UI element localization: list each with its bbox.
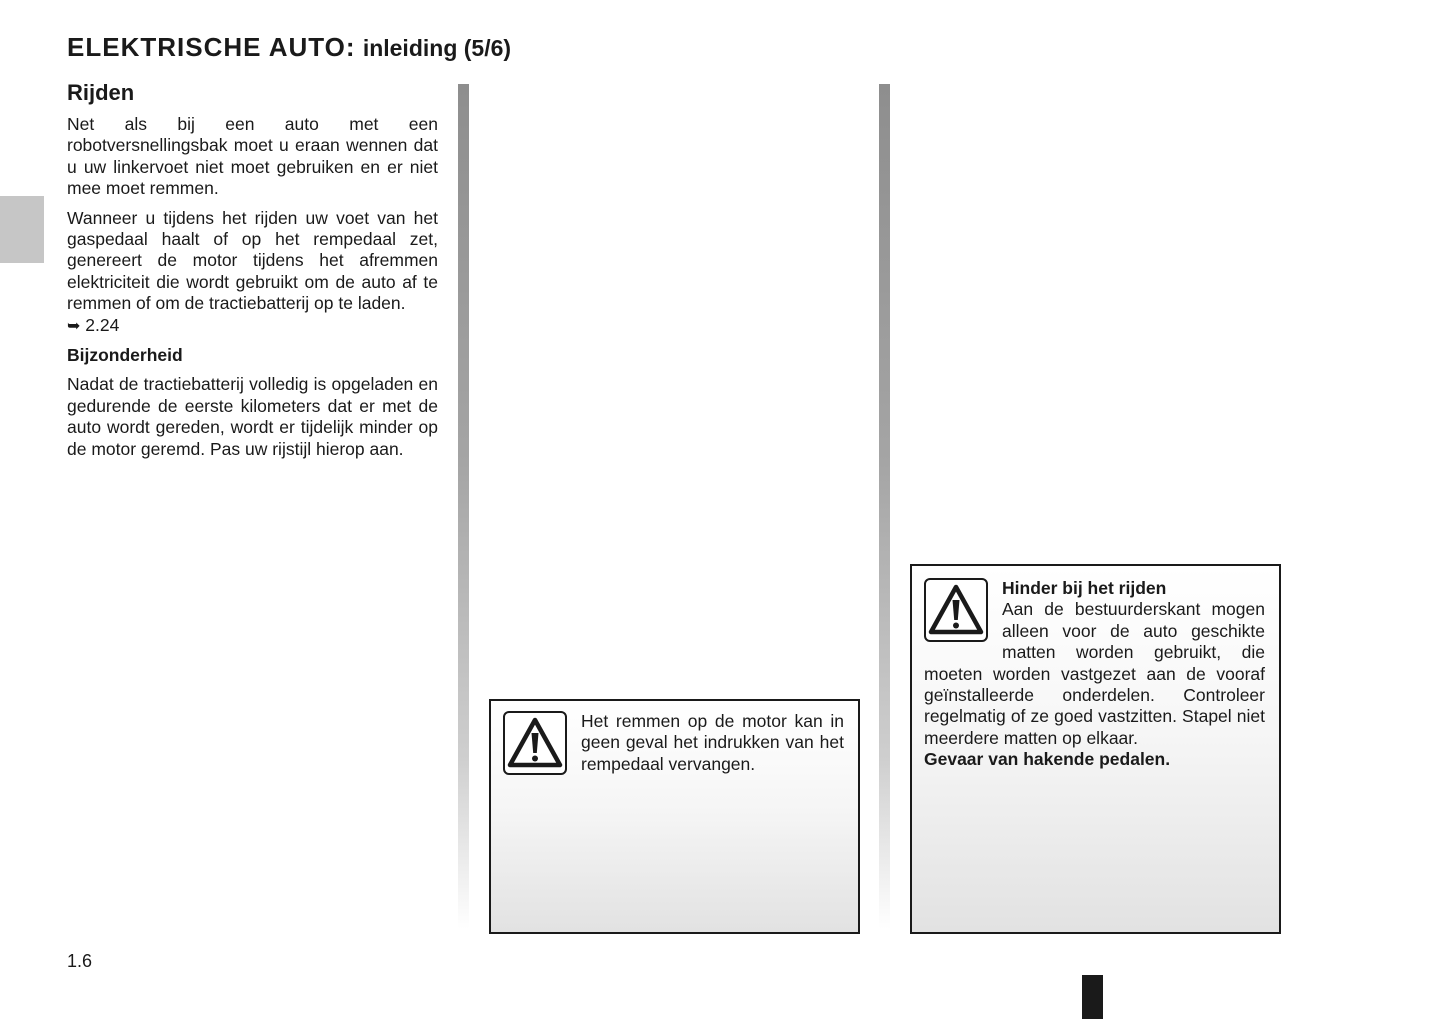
warning-title: Hinder bij het rijden (1002, 578, 1167, 598)
column-divider-right (879, 84, 890, 929)
warning-text: Het remmen op de motor kan in geen geval het indrukken van het rempedaal vervangen. (581, 711, 844, 774)
subheading-particularity: Bijzonderheid (67, 345, 183, 366)
warning-triangle-icon (503, 711, 567, 775)
section-heading: Rijden (67, 80, 135, 105)
chapter-side-tab (0, 196, 44, 263)
page-number: 1.6 (67, 951, 93, 971)
warning-box-engine-braking (489, 699, 860, 934)
paragraph-regeneration-text: Wanneer u tijdens het rijden uw voet van het gaspedaal haalt of op het rempedaal zet, genereert de motor tijdens het afremmen elektriciteit die wordt gebruikt om de auto af te remmen of om de tractiebatterij op te laden. (67, 207, 438, 314)
page-title-main: ELEKTRISCHE AUTO: (67, 32, 356, 62)
warning-danger-text: Gevaar van hakende pedalen. (924, 749, 1171, 770)
left-column (67, 78, 438, 468)
paragraph-particularity: Nadat de tractiebatterij volledig is opgeladen en gedurende de eerste kilometers dat er met de auto wordt gereden, wordt er tijdelijk minder op de motor geremd. Pas uw rijstijl hierop aan. (67, 374, 438, 459)
edge-marker (1082, 975, 1103, 1019)
column-divider-left (458, 84, 469, 929)
warning-box-floor-mats (910, 564, 1281, 934)
page-title-sub: inleiding (5/6) (362, 35, 512, 61)
reference-arrow-icon: ➥ (67, 317, 81, 335)
warning-triangle-icon (924, 578, 988, 642)
paragraph-intro: Net als bij een auto met een robotversnellingsbak moet u eraan wennen dat u uw linkervoet niet moet gebruiken en er niet mee moet remmen. (67, 114, 438, 199)
paragraph-regeneration (67, 208, 438, 337)
page-title (67, 30, 511, 65)
page-reference: 2.24 (85, 314, 120, 335)
warning-text: Aan de bestuurderskant mogen alleen voor de auto geschikte matten worden gebruikt, die moeten worden vastgezet aan de vooraf geïnstalleerde onderdelen. Controleer regelmatig of ze goed vastzitten. Stapel niet meerdere matten op elkaar. (924, 599, 1265, 748)
